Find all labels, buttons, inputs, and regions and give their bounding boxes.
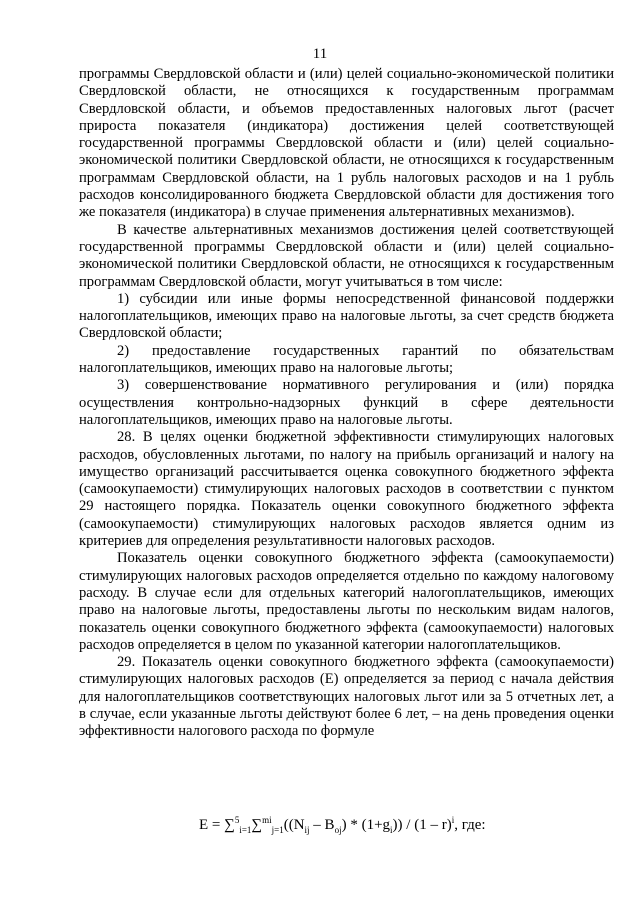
body-text bbox=[79, 66, 614, 741]
g-subscript: i bbox=[390, 825, 393, 835]
paragraph-point-29: 29. Показатель оценки совокупного бюджетного эффекта (самоокупаемости) стимулирующих налоговых расходов (E) определяется за период с начала действия для налогоплательщиков соответствующих налоговых льгот или за 5 отчетных лет, а в случае, если указанные льготы действуют более 6 лет, – на день проведения оценки эффективности налогового расхода по формуле bbox=[79, 654, 614, 740]
list-item-guarantees: 2) предоставление государственных гарантий по обязательствам налогоплательщиков, имеющих право на налоговые льготы; bbox=[79, 342, 614, 377]
sum-inner-lower-limit: j=1 bbox=[271, 825, 284, 835]
sum-symbol: ∑ bbox=[224, 817, 235, 833]
list-item-regulation: 3) совершенствование нормативного регулирования и (или) порядка осуществления контрольно-надзорных функций в сфере деятельности налогоплательщиков, имеющих право на налоговые льготы. bbox=[79, 377, 614, 428]
paragraph-indicator-definition: Показатель оценки совокупного бюджетного эффекта (самоокупаемости) стимулирующих налоговых расходов определяется отдельно по каждому налоговому расходу. В случае если для отдельных категорий налогоплательщиков, имеющих право на налоговые льготы, предоставлены льготы по нескольким видам налогов, показатель оценки совокупного бюджетного эффекта (самоокупаемости) налоговых расходов определяется в целом по указанной категории налогоплательщиков. bbox=[79, 550, 614, 653]
page-number: 11 bbox=[312, 46, 328, 62]
formula-term-r: )) / (1 – r) bbox=[392, 817, 452, 833]
sum-lower-limit: i=1 bbox=[239, 825, 252, 835]
list-item-subsidies: 1) субсидии или иные формы непосредственной финансовой поддержки налогоплательщиков, имеющих право на налоговые льготы, за счет средств бюджета Свердловской области; bbox=[79, 290, 614, 342]
paragraph-point-28: 28. В целях оценки бюджетной эффективности стимулирующих налоговых расходов, обусловленных льготами, по налогу на прибыль организаций и налогу на имущество организаций рассчитывается оценка совокупного бюджетного эффекта (самоокупаемости) стимулирующих налоговых расходов в соответствии с пунктом 29 настоящего порядка. Показатель оценки совокупного бюджетного эффекта (самоокупаемости) стимулирующих налоговых расходов является одним из критериев для определения результативности налоговых расходов. bbox=[79, 429, 614, 550]
b-subscript: oj bbox=[334, 825, 342, 835]
sum-inner-upper-limit: mi bbox=[262, 815, 272, 825]
formula-tail: , где: bbox=[454, 817, 486, 833]
formula-budget-effect bbox=[199, 815, 619, 835]
formula-term-b: – B bbox=[309, 817, 335, 833]
r-exponent: i bbox=[451, 815, 455, 825]
paragraph-continuation: программы Свердловской области и (или) целей социально-экономической политики Свердловской области, не относящихся к государственным программам Свердловской области, и объемов предоставленных налоговых льгот (расчет прироста показателя (индикатора) достижения целей соответствующей государственной программы Свердловской области и (или) целей социально-экономической политики Свердловской области, не относящихся к государственным программам Свердловской области, на 1 рубль налоговых расходов и на 1 рубль расходов консолидированного бюджета Свердловской области для достижения того же показателя (индикатора) в случае применения альтернативных механизмов). bbox=[79, 66, 614, 221]
formula-term-n: ((N bbox=[283, 817, 305, 833]
n-subscript: ij bbox=[304, 825, 310, 835]
sum-symbol-inner: ∑ bbox=[251, 817, 263, 833]
paragraph-alternative-mechanisms: В качестве альтернативных механизмов достижения целей соответствующей государственной программы Свердловской области и (или) целей социально-экономической политики Свердловской области, не относящихся к государственным программам Свердловской области, могут учитываться в том числе: bbox=[79, 221, 614, 290]
formula-lhs: E = bbox=[199, 817, 225, 833]
sum-upper-limit: 5 bbox=[234, 815, 240, 825]
formula-term-g: ) * (1+g bbox=[341, 817, 391, 833]
